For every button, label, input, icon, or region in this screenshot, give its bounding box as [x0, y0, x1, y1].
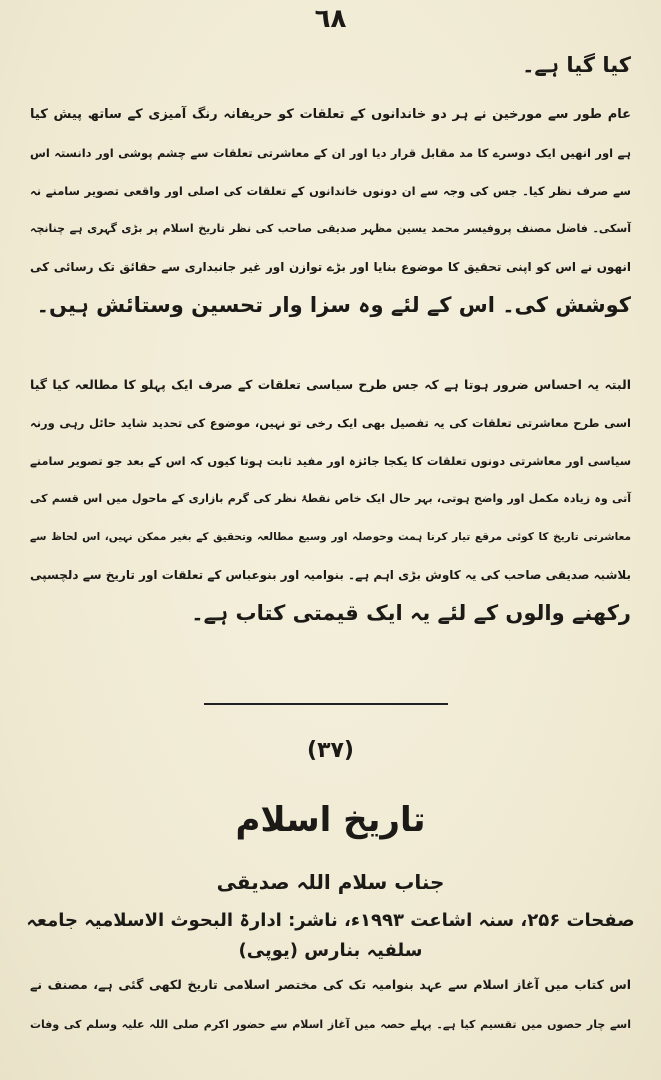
text-line: اسے چار حصوں میں تقسیم کیا ہے۔ پہلے حصہ میں آغاز اسلام سے حضور اکرم صلی اللہ علیہ وسلم کی وفات: [30, 1018, 631, 1031]
text-line: معاشرتی تاریخ کا کوئی مرقع تیار کرنا ہمت وحوصلہ اور وسیع مطالعہ وتحقیق کے بغیر ممکن نہیں، اس لحاظ سے: [30, 531, 631, 543]
page-number: ٦٨: [314, 4, 347, 34]
text-line: آتی وہ زیادہ مکمل اور واضح ہوتی، بہر حال ایک خاص نقطۂ نظر کی گرم بازاری کے ماحول میں اس قسم کی: [30, 492, 631, 505]
chapter-number: (۳۷): [307, 738, 354, 763]
text-line: انھوں نے اس کو اپنی تحقیق کا موضوع بنایا اور بڑے توازن اور غیر جانبداری سے حقائق تک رسائی کی: [30, 260, 631, 274]
publication-info: صفحات ۲۵۶، سنہ اشاعت ۱۹۹۳ء، ناشر: ادارۃ البحوث الاسلامیہ جامعہ سلفیہ بنارس (یوپی): [26, 910, 635, 961]
book-title: تاریخ اسلام: [235, 800, 426, 840]
text-line: اسی طرح معاشرتی تعلقات کی یہ تفصیل بھی ایک رخی تو نہیں، موضوع کی تحدید شاید حائل رہی ورنہ: [30, 416, 631, 430]
text-line: آسکی۔ فاضل مصنف پروفیسر محمد یسین مظہر صدیقی صاحب کی نظر تاریخ اسلام پر بڑی گہری ہے چنانچہ: [30, 222, 631, 235]
text-line: سے صرف نظر کیا۔ جس کی وجہ سے ان دونوں خاندانوں کے تعلقات کی اصلی اور واقعی تصویر سامنے نہ: [30, 184, 631, 198]
text-line: اس کتاب میں آغاز اسلام سے عہد بنوامیہ تک کی مختصر اسلامی تاریخ لکھی گئی ہے، مصنف نے: [30, 977, 631, 992]
section-divider: [204, 703, 448, 705]
text-line: کوشش کی۔ اس کے لئے وہ سزا وار تحسین وستائش ہیں۔: [36, 293, 631, 317]
text-line: بلاشبہ صدیقی صاحب کی یہ کاوش بڑی اہم ہے۔ بنوامیہ اور بنوعباس کے تعلقات اور تاریخ سے دلچسپی: [30, 568, 631, 582]
text-line: عام طور سے مورخین نے ہر دو خاندانوں کے تعلقات کو حریفانہ رنگ آمیزی کے ساتھ پیش کیا: [30, 107, 631, 122]
text-line: کیا گیا ہے۔: [522, 53, 631, 77]
author-name: جناب سلام اللہ صدیقی: [216, 870, 445, 894]
text-line: سیاسی اور معاشرتی دونوں تعلقات کا یکجا جائزہ اور مفید ثابت ہوتا کیوں کہ اس کے بعد جو تصویر سامنے: [30, 454, 631, 468]
text-line: البتہ یہ احساس ضرور ہوتا ہے کہ جس طرح سیاسی تعلقات کے صرف ایک پہلو کا مطالعہ کیا گیا: [30, 377, 631, 392]
text-line: ہے اور انھیں ایک دوسرے کا مد مقابل قرار دیا اور ان کے معاشرتی تعلقات سے چشم پوشی اور دانستہ اس: [30, 146, 631, 160]
text-line: رکھنے والوں کے لئے یہ ایک قیمتی کتاب ہے۔: [191, 601, 631, 625]
